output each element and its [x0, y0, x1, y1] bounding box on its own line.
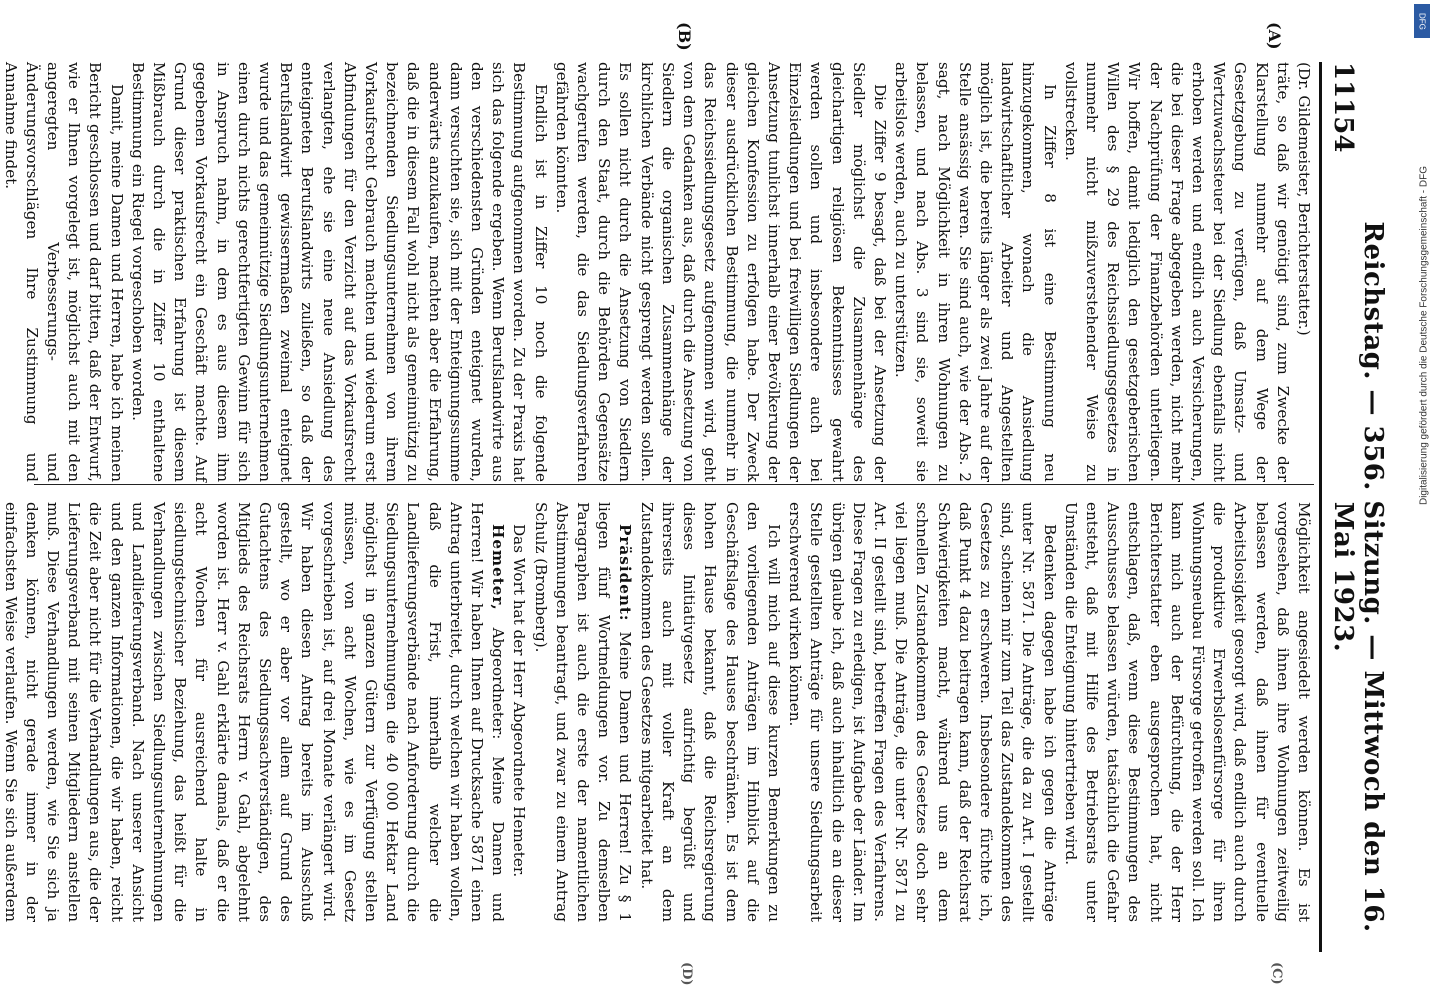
speech-text: Abgeordneter: Meine Damen und Herren! Wir haben Ihnen auf Drucksache 5871 einen Antrag unterbreitet, durch welchen wir haben wollen, daß die Frist, innerhalb welcher die Landlieferungsverbände nach Anforderung durch die Siedlungsunternehmungen die 40 000 Hektar Land möglichst in ganzen Gütern zur Verfügung stellen müssen, von acht Wochen, wie es im Gesetz vorgeschrieben ist, auf drei Monate verlängert wird. Wir haben diesen Antrag bereits im Ausschuß gestellt, wo er aber vor allem auf Grund des Gutachtens des Siedlungssachverständigen, des Mitglieds des Reichsrats Herrn v. Gahl, abgelehnt worden ist. Herr v. Gahl erklärte damals, daß er die acht Wochen für ausreichend halte in siedlungstechnischer Beziehung, das heißt für die Verhandlungen zwischen Siedlungsunternehmungen und Landlieferungsverband. Nach unserer Ansicht und den ganzen Informationen, die wir haben, reicht die Zeit aber nicht für die Verhandlungen aus, die der Lieferungsverband mit seinen Mitgliedern anstellen muß. Diese Verhandlungen werden, wie Sie sich ja denken können, nicht gerade immer in der einfachsten Weise verlaufen. Wenn Sie sich außerdem — [1, 502, 508, 923]
page-header — [1328, 62, 1388, 952]
dfg-credit-text: Digitalisierung gefördert durch die Deutsche Forschungsgemeinschaft - DFG — [1418, 165, 1430, 506]
speech-entry — [0, 502, 508, 922]
left-column — [0, 62, 1314, 482]
paragraph: träte, so daß wir genötigt sind, zum Zwecke der Klarstellung nunmehr auf dem Wege der Gesetzgebung zu verfügen, daß Umsatz- und Wertzuwachssteuer bei der Siedlung ebenfalls nicht erhoben werden und endlich auch Versicherungen, die bei dieser Frage abgegeben werden, nicht mehr der Nachprüfung der Finanzbehörden unterliegen. Wir hoffen, damit lediglich den gesetzgeberischen Willen des § 29 des Reichssiedlungsgesetzes in nunmehr nicht mißzuverstehender Weise zu vollstrecken. — [1061, 62, 1292, 482]
margin-mark-b: (B) — [675, 22, 694, 51]
column-divider — [34, 484, 1314, 485]
document-page — [0, 22, 1388, 986]
dfg-credit — [1414, 60, 1430, 620]
dfg-logo: DFG — [1414, 4, 1430, 38]
right-column — [0, 502, 1314, 922]
speaker-reference: (Dr. Gildemeister, Berichterstatter.) — [1295, 62, 1313, 336]
paragraph: Damit, meine Damen und Herren, habe ich meinen Bericht geschlossen und darf bitten, daß der Entwurf, wie er Ihnen vorgelegt ist, möglichst auch mit den angeregten Verbesserungs- und Änderungsvorschlägen Ihre Zustimmung und Annahme findet. — [1, 62, 126, 482]
paragraph: Bedenken dagegen habe ich gegen die Anträge unter Nr. 5871. Die Anträge, die da zu Art. I gestellt sind, scheinen mir zum Teil das Zustandekommen des Gesetzes zu erschweren. Insbesondere fürchte ich, daß Punkt 4 dazu beitragen kann, daß der Reichsrat Schwierigkeiten macht, während uns an dem schnellen Zustandekommen des Gesetzes doch sehr viel liegen muß. Die Anträge, die unter Nr. 5871 zu Art. II gestellt sind, betreffen Fragen des Verfahrens. Diese Fragen zu erledigen, ist Aufgabe der Länder. Im übrigen glaube ich, daß auch inhaltlich die an dieser Stelle gestellten Anträge für unsere Siedlungsarbeit erschwerend wirken können. — [786, 502, 1059, 922]
paragraph: Die Ziffer 9 besagt, daß bei der Ansetzung der Siedler möglichst die Zusammenhänge des gleichartigen religiösen Bekenntnisses gewahrt werden sollen und insbesondere auch bei Einzelsiedlungen und bei freiwilligen Siedlungen der Ansetzung tunlichst innerhalb einer Bevölkerung der gleichen Konfession zu erfolgen habe. Der Zweck dieser ausdrücklichen Bestimmung, die nunmehr in das Reichssiedlungsgesetz aufgenommen wird, geht von dem Gedanken aus, daß durch die Ansetzung von Siedlern die organischen Zusammenhänge der kirchlichen Verbände nicht gesprengt werden sollen. Es sollen nicht durch die Ansetzung von Siedlern durch den Staat, durch die Behörden Gegensätze wachgerufen werden, die das Siedlungsverfahren gefährden könnten. — [552, 62, 889, 482]
speech-text: Meine Damen und Herren! Zu § 1 liegen fünf Wortmeldungen vor. Zu demselben Paragraphen ist auch die erste der namentlichen Abstimmungen beantragt, und zwar zu einem Antrag Schulz (Bromberg). — [531, 502, 635, 922]
paragraph: Ich will mich auf diese kurzen Bemerkungen zu den vorliegenden Anträgen im Hinblick auf die Geschäftslage des Hauses beschränken. Es ist dem hohen Hause bekannt, daß die Reichsregierung dieses Initiativgesetz aufrichtig begrüßt und ihrerseits auch mit voller Kraft an dem Zustandekommen des Gesetzes mitgearbeitet hat. — [637, 502, 783, 922]
paragraph: Endlich ist in Ziffer 10 noch die folgende Bestimmung aufgenommen worden. Zu der Praxis hat sich das folgende ergeben. Wenn Berufslandwirte aus den verschiedensten Gründen enteignet wurden, dann versuchten sie, sich mit der Enteignungssumme anderwärts anzukaufen, machten aber die Erfahrung, daß die in diesem Fall wohl nicht als gemeinnützig zu bezeichnenden Siedlungsunternehmen von ihrem Vorkaufsrecht Gebrauch machten und wiederum erst Abfindungen für den Verzicht auf das Vorkaufsrecht verlangten, ehe sie eine neue Ansiedlung des enteigneten Berufslandwirts zuließen, so daß der Berufslandwirt gewissermaßen zweimal enteignet wurde und das gemeinnützige Siedlungsunternehmen einen durch nichts gerechtfertigten Gewinn für sich in Anspruch nahm, in dem es aus diesem ihm gegebenen Vorkaufsrecht ein Geschäft machte. Auf Grund dieser praktischen Erfahrung ist diesem Mißbrauch durch die in Ziffer 10 enthaltene Bestimmung ein Riegel vorgeschoben worden. — [128, 62, 550, 482]
page-number: 11154 — [1328, 62, 1358, 153]
margin-mark-c: (C) — [1269, 962, 1284, 985]
margin-mark-d: (D) — [679, 962, 694, 986]
paragraph: Das Wort hat der Herr Abgeordnete Hemeter. — [510, 524, 529, 878]
speaker-name: Hemeter, — [489, 524, 508, 611]
speaker-name: Präsident: — [616, 524, 635, 622]
margin-mark-a: (A) — [1265, 22, 1284, 50]
speech-entry — [529, 502, 635, 922]
paragraph: In Ziffer 8 ist eine Bestimmung neu hinzugekommen, wonach die Ansiedlung landwirtschaftlicher Arbeiter und Angestellten möglich ist, die bereits länger als zwei Jahre auf der Stelle ansässig waren. Sie sind auch, wie der Abs. 2 sagt, nach Möglichkeit in ihren Wohnungen zu belassen, und nach Abs. 3 sind sie, soweit sie arbeitslos werden, auch zu unterstützen. — [892, 62, 1059, 482]
paragraph: Möglichkeit angesiedelt werden können. Es ist vorgesehen, daß ihnen ihre Wohnungen zeitweilig belassen werden, daß ihnen für eventuelle Arbeitslosigkeit gesorgt wird, daß endlich auch durch die produktive Erwerbslosenfürsorge für ihren Wohnungsneubau Fürsorge getroffen werden soll. Ich kann mich auch der Befürchtung, die der Herr Berichterstatter eben ausgesprochen hat, nicht entschlagen, daß, wenn diese Bestimmungen des Ausschusses belassen würden, tatsächlich die Gefahr entsteht, daß mit Hilfe des Betriebsrats unter Umständen die Enteignung hintertrieben wird. — [1061, 502, 1313, 922]
header-rule — [1319, 62, 1322, 952]
header-title: Reichstag. — 356. Sitzung. — Mittwoch den 16. Mai 1923. — [1328, 221, 1388, 933]
